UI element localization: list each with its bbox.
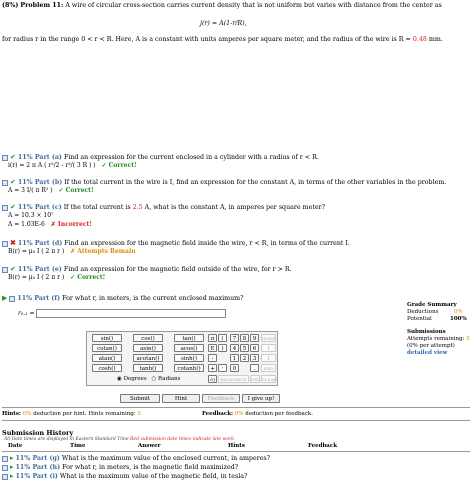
- key-acotan[interactable]: acotan(): [133, 354, 163, 362]
- key-3[interactable]: 3: [250, 354, 259, 362]
- part-c-status: ✗ Incorrect!: [50, 221, 92, 228]
- part-d-answer: B(r) = μ₀ I ( 2 π r ): [8, 248, 65, 255]
- part-c-answer-row: [8, 221, 92, 228]
- hint-button[interactable]: Hint: [162, 394, 200, 403]
- part-g[interactable]: [2, 454, 270, 463]
- part-b-pct: 11% Part (b): [17, 179, 63, 186]
- potential-row: [407, 316, 470, 323]
- key-asin[interactable]: asin(): [133, 344, 163, 352]
- play-icon: ▶: [2, 294, 8, 302]
- check-icon: ✔: [10, 265, 16, 273]
- attempts-row: [407, 336, 470, 343]
- key-backspace[interactable]: BACKSPACE: [218, 375, 249, 383]
- part-g-question: What is the maximum value of the enclosed current, in amperes?: [61, 455, 271, 462]
- part-h-question: For what r, in meters, is the magnetic field maximized?: [62, 464, 239, 471]
- deductions-row: [407, 309, 470, 316]
- problem-text: A wire of circular cross-section carries current density that is not uniform but varies with distance from the center as: [65, 2, 442, 9]
- part-d-question: Find an expression for the magnetic field inside the wire, r < R, in terms of the current I.: [64, 240, 350, 247]
- radians-label: Radians: [158, 376, 181, 382]
- divider: [2, 451, 470, 452]
- key-tan[interactable]: tan(): [174, 334, 204, 342]
- keypad-panel: [86, 331, 278, 386]
- part-b[interactable]: [2, 178, 446, 187]
- key-pi[interactable]: π: [208, 334, 217, 342]
- divider: [2, 420, 470, 421]
- key-dot-multiply[interactable]: ·: [218, 364, 227, 372]
- expand-checkbox[interactable]: [2, 241, 8, 247]
- part-e-question: Find an expression for the magnetic field outside of the wire, for r > R.: [63, 266, 292, 273]
- key-cotan[interactable]: cotan(): [92, 344, 122, 352]
- key-home[interactable]: HOME: [262, 336, 276, 341]
- deductions-value: 0%: [454, 309, 463, 315]
- part-i[interactable]: [2, 472, 247, 481]
- hints-text: deduction per hint. Hints remaining:: [33, 411, 136, 417]
- key-6[interactable]: 6: [250, 344, 259, 352]
- range-text: for radius r in the range 0 < r < R. Here, A is a constant with units amperes per square meter, and the radius of the wire is R =: [2, 36, 411, 43]
- key-sqrt[interactable]: √(): [209, 377, 216, 382]
- part-c[interactable]: [2, 203, 325, 212]
- problem-weight: (8%): [2, 2, 19, 9]
- part-c-answer: A = 10.3 × 10⁷: [8, 212, 54, 219]
- answer-input[interactable]: [36, 309, 226, 318]
- part-h-pct: 11% Part (h): [15, 464, 61, 471]
- part-c-pct: 11% Part (c): [17, 204, 62, 211]
- part-a-answer: i(r) = 2 π A ( r²/2 - r³/( 3 R ) ): [8, 162, 96, 169]
- hints-pct: 0%: [22, 411, 32, 417]
- per-attempt: (0% per attempt): [407, 343, 455, 349]
- degrees-radio[interactable]: ◉ Degrees: [117, 376, 147, 382]
- key-9[interactable]: 9: [250, 334, 259, 342]
- play-icon: ▸: [10, 463, 14, 471]
- history-note-red: Red submission date times indicate late work.: [130, 437, 236, 442]
- part-b-answer: A = 3 I/( π R² ): [8, 187, 53, 194]
- part-d-answer-row: [8, 248, 136, 255]
- check-icon: ✔: [10, 178, 16, 186]
- part-a-answer-row: [8, 162, 137, 169]
- col-answer: Answer: [138, 443, 161, 449]
- part-a[interactable]: [2, 153, 319, 162]
- current-density-formula: j(r) = A(1-r/R),: [200, 20, 247, 27]
- col-date: Date: [8, 443, 23, 449]
- feedback-label: Feedback:: [202, 411, 234, 417]
- key-8[interactable]: 8: [240, 334, 249, 342]
- answer-input-label: r₀.₁ =: [18, 310, 35, 317]
- part-a-status: ✓ Correct!: [101, 162, 137, 169]
- degrees-label: Degrees: [123, 376, 147, 382]
- part-b-status: ✓ Correct!: [58, 187, 94, 194]
- col-feedback: Feedback: [308, 443, 338, 449]
- check-icon: ✔: [10, 203, 16, 211]
- col-hints: Hints: [228, 443, 245, 449]
- potential-label: Potential: [407, 316, 432, 322]
- key-clear[interactable]: CLEAR: [262, 377, 277, 382]
- grade-summary-title: Grade Summary: [407, 302, 457, 308]
- part-c-question-post: A, what is the constant A, in amperes per square meter?: [144, 204, 325, 211]
- part-e-answer-row: [8, 274, 105, 281]
- part-e-pct: 11% Part (e): [17, 266, 62, 273]
- radius-unit: mm.: [428, 36, 443, 43]
- total-current-value: 2.5: [132, 204, 143, 211]
- key-acos[interactable]: acos(): [174, 344, 204, 352]
- feedback-info: [202, 411, 313, 417]
- key-open-paren[interactable]: (: [218, 334, 227, 342]
- key-0[interactable]: 0: [230, 364, 239, 372]
- history-note-text: All Date times are displayed in Eastern Standard Time: [4, 437, 129, 442]
- submissions-title: Submissions: [407, 329, 446, 335]
- key-2[interactable]: 2: [240, 354, 249, 362]
- hints-row: [2, 411, 472, 417]
- key-close-paren[interactable]: ): [218, 344, 227, 352]
- expand-checkbox[interactable]: [2, 155, 8, 161]
- key-1[interactable]: 1: [230, 354, 239, 362]
- key-e[interactable]: E: [208, 344, 217, 352]
- radius-value: 0.48: [412, 36, 427, 43]
- attempts-label: Attempts remaining:: [407, 336, 465, 342]
- part-g-pct: 11% Part (g): [15, 455, 60, 462]
- grade-summary: [407, 302, 470, 357]
- part-i-pct: 11% Part (i): [15, 473, 58, 480]
- part-f-pct: 11% Part (f): [17, 295, 61, 302]
- part-f[interactable]: [2, 294, 243, 303]
- feedback-pct: 0%: [234, 411, 244, 417]
- part-h[interactable]: [2, 463, 238, 472]
- potential-value: 100%: [450, 316, 467, 322]
- part-e-answer: B(r) = μ₀ I ( 2 π r ): [8, 274, 65, 281]
- expand-checkbox[interactable]: [2, 180, 8, 186]
- part-i-question: What is the maximum value of the magnetic field, in tesla?: [59, 473, 248, 480]
- play-icon: ▸: [10, 454, 14, 462]
- radians-radio[interactable]: ○ Radians: [151, 376, 181, 382]
- key-tanh[interactable]: tanh(): [133, 364, 163, 372]
- detailed-view-link[interactable]: detailed view: [407, 350, 448, 356]
- give-up-button[interactable]: I give up!: [242, 394, 280, 403]
- expand-checkbox[interactable]: [2, 474, 8, 480]
- play-icon: ▸: [10, 472, 14, 480]
- attempts-value: 5: [466, 336, 470, 342]
- key-up-arrow-icon[interactable]: ↑: [261, 344, 276, 352]
- divider: [2, 407, 470, 408]
- hints-label: Hints:: [2, 411, 21, 417]
- key-sin[interactable]: sin(): [92, 334, 122, 342]
- key-5[interactable]: 5: [240, 344, 249, 352]
- key-cosh[interactable]: cosh(): [92, 364, 122, 372]
- key-decimal[interactable]: .: [250, 364, 259, 372]
- submit-button[interactable]: Submit: [120, 394, 160, 403]
- check-icon: ✔: [10, 153, 16, 161]
- hints-remaining: 5: [137, 411, 141, 417]
- key-atan[interactable]: atan(): [92, 354, 122, 362]
- submission-history-title: Submission History: [2, 429, 74, 437]
- radius-line: [2, 36, 443, 43]
- key-cos[interactable]: cos(): [133, 334, 163, 342]
- key-cotanh[interactable]: cotanh(): [174, 364, 204, 372]
- key-end[interactable]: END: [261, 364, 276, 372]
- expand-checkbox[interactable]: [2, 205, 8, 211]
- feedback-text: deduction per feedback.: [245, 411, 313, 417]
- key-del[interactable]: DEL: [251, 377, 260, 382]
- expand-checkbox[interactable]: [2, 267, 8, 273]
- part-b-question: If the total current in the wire is I, find an expression for the constant A, in terms of the other variables in the problem.: [64, 179, 447, 186]
- expand-checkbox[interactable]: [9, 296, 15, 302]
- deductions-label: Deductions: [407, 309, 439, 315]
- problem-statement: [2, 2, 472, 10]
- feedback-button[interactable]: Feedback: [202, 394, 240, 403]
- part-b-answer-row: [8, 187, 94, 194]
- history-note: [4, 437, 235, 442]
- x-icon: ✖: [10, 238, 16, 247]
- key-plus[interactable]: +: [208, 364, 217, 372]
- key-minus[interactable]: -: [208, 354, 217, 362]
- part-d[interactable]: [2, 239, 350, 248]
- part-c-answer2: A = 1.03E-6: [8, 221, 45, 228]
- part-f-question: For what r, in meters, is the current enclosed maximum?: [62, 295, 244, 302]
- part-d-pct: 11% Part (d): [17, 240, 63, 247]
- part-e[interactable]: [2, 265, 292, 274]
- angle-mode: [117, 376, 181, 382]
- part-a-pct: 11% Part (a): [17, 154, 62, 161]
- part-c-question-pre: If the total current is: [63, 204, 131, 211]
- col-time: Time: [70, 443, 86, 449]
- part-d-status: ✗ Attempts Remain: [70, 248, 136, 255]
- expand-checkbox[interactable]: [2, 465, 8, 471]
- key-4[interactable]: 4: [230, 344, 239, 352]
- expand-checkbox[interactable]: [2, 456, 8, 462]
- key-7[interactable]: 7: [230, 334, 239, 342]
- problem-title: Problem 11:: [20, 2, 64, 9]
- part-e-status: ✓ Correct!: [70, 274, 106, 281]
- key-down-arrow-icon[interactable]: ↓: [261, 354, 276, 362]
- key-sinh[interactable]: sinh(): [174, 354, 204, 362]
- part-a-question: Find an expression for the current enclosed in a cylinder with a radius of r < R.: [63, 154, 319, 161]
